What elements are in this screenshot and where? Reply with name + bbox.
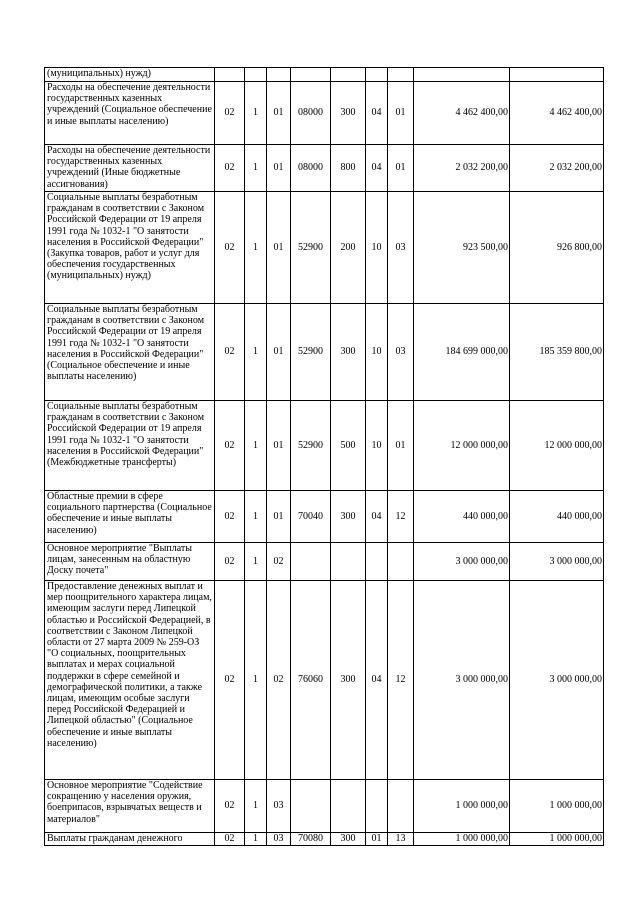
program-code-cell: 02 — [215, 543, 245, 581]
section-code-cell: 04 — [366, 581, 388, 780]
direction-code-cell: 08000 — [291, 82, 331, 145]
amount-year-2-cell: 2 032 200,00 — [510, 145, 604, 192]
expense-type-code-cell: 300 — [331, 491, 366, 543]
amount-year-1-cell: 1 000 000,00 — [414, 780, 510, 833]
row-name-cell: Социальные выплаты безработным гражданам в соответствии с Законом Российской Федерации от 19 апреля 1991 года № 1032-1 "О занятости населения в Российской Федерации" (Межбюджетные трансферты) — [45, 401, 215, 491]
subprogram-code-cell — [245, 68, 267, 82]
subsection-code-cell: 01 — [388, 145, 414, 192]
main-activity-code-cell: 02 — [267, 581, 291, 780]
row-name-cell: Социальные выплаты безработным гражданам в соответствии с Законом Российской Федерации от 19 апреля 1991 года № 1032-1 "О занятости населения в Российской Федерации" (Закупка товаров, работ и услуг для обеспечения государственных (муниципальных) нужд) — [45, 192, 215, 304]
expense-type-code-cell: 300 — [331, 581, 366, 780]
table-row — [45, 543, 604, 581]
subprogram-code-cell: 1 — [245, 581, 267, 780]
main-activity-code-cell: 01 — [267, 401, 291, 491]
amount-year-2-cell: 3 000 000,00 — [510, 543, 604, 581]
subprogram-code-cell: 1 — [245, 145, 267, 192]
amount-year-1-cell: 184 699 000,00 — [414, 304, 510, 401]
amount-year-2-cell: 12 000 000,00 — [510, 401, 604, 491]
amount-year-1-cell: 4 462 400,00 — [414, 82, 510, 145]
section-code-cell — [366, 543, 388, 581]
subsection-code-cell — [388, 68, 414, 82]
subsection-code-cell: 12 — [388, 491, 414, 543]
direction-code-cell: 70080 — [291, 833, 331, 846]
program-code-cell: 02 — [215, 145, 245, 192]
direction-code-cell: 76060 — [291, 581, 331, 780]
subsection-code-cell: 12 — [388, 581, 414, 780]
expense-type-code-cell — [331, 780, 366, 833]
main-activity-code-cell: 01 — [267, 304, 291, 401]
amount-year-2-cell: 1 000 000,00 — [510, 833, 604, 846]
row-name-cell: Областные премии в сфере социального партнерства (Социальное обеспечение и иные выплаты населению) — [45, 491, 215, 543]
section-code-cell: 04 — [366, 491, 388, 543]
subsection-code-cell — [388, 780, 414, 833]
row-name-cell: Расходы на обеспечение деятельности государственных казенных учреждений (Иные бюджетные ассигнования) — [45, 145, 215, 192]
amount-year-2-cell: 3 000 000,00 — [510, 581, 604, 780]
main-activity-code-cell: 03 — [267, 780, 291, 833]
direction-code-cell — [291, 543, 331, 581]
subprogram-code-cell: 1 — [245, 82, 267, 145]
expense-type-code-cell: 300 — [331, 304, 366, 401]
main-activity-code-cell — [267, 68, 291, 82]
subsection-code-cell: 03 — [388, 192, 414, 304]
amount-year-1-cell: 3 000 000,00 — [414, 543, 510, 581]
amount-year-1-cell: 3 000 000,00 — [414, 581, 510, 780]
program-code-cell: 02 — [215, 401, 245, 491]
program-code-cell: 02 — [215, 780, 245, 833]
table-row — [45, 780, 604, 833]
row-name-cell: Расходы на обеспечение деятельности государственных казенных учреждений (Социальное обеспечение и иные выплаты населению) — [45, 82, 215, 145]
main-activity-code-cell: 03 — [267, 833, 291, 846]
expense-type-code-cell: 300 — [331, 833, 366, 846]
amount-year-1-cell: 2 032 200,00 — [414, 145, 510, 192]
section-code-cell: 04 — [366, 145, 388, 192]
direction-code-cell: 52900 — [291, 304, 331, 401]
subprogram-code-cell: 1 — [245, 833, 267, 846]
direction-code-cell: 52900 — [291, 192, 331, 304]
subsection-code-cell: 03 — [388, 304, 414, 401]
expense-type-code-cell — [331, 68, 366, 82]
program-code-cell — [215, 68, 245, 82]
subsection-code-cell — [388, 543, 414, 581]
amount-year-1-cell: 1 000 000,00 — [414, 833, 510, 846]
section-code-cell: 01 — [366, 833, 388, 846]
subsection-code-cell: 01 — [388, 401, 414, 491]
section-code-cell: 10 — [366, 192, 388, 304]
section-code-cell: 10 — [366, 304, 388, 401]
direction-code-cell: 52900 — [291, 401, 331, 491]
row-name-cell: Выплаты гражданам денежного — [45, 833, 215, 846]
program-code-cell: 02 — [215, 581, 245, 780]
program-code-cell: 02 — [215, 833, 245, 846]
table-row — [45, 145, 604, 192]
program-code-cell: 02 — [215, 192, 245, 304]
row-name-cell: Социальные выплаты безработным гражданам в соответствии с Законом Российской Федерации от 19 апреля 1991 года № 1032-1 "О занятости населения в Российской Федерации" (Социальное обеспечение и иные выплаты населению) — [45, 304, 215, 401]
section-code-cell: 10 — [366, 401, 388, 491]
subprogram-code-cell: 1 — [245, 780, 267, 833]
expense-type-code-cell: 500 — [331, 401, 366, 491]
amount-year-2-cell: 185 359 800,00 — [510, 304, 604, 401]
budget-table — [44, 67, 604, 846]
amount-year-2-cell: 926 800,00 — [510, 192, 604, 304]
program-code-cell: 02 — [215, 304, 245, 401]
amount-year-2-cell: 440 000,00 — [510, 491, 604, 543]
expense-type-code-cell: 200 — [331, 192, 366, 304]
table-row — [45, 491, 604, 543]
section-code-cell — [366, 68, 388, 82]
row-name-cell: (муниципальных) нужд) — [45, 68, 215, 82]
direction-code-cell: 70040 — [291, 491, 331, 543]
main-activity-code-cell: 01 — [267, 145, 291, 192]
section-code-cell — [366, 780, 388, 833]
row-name-cell: Основное мероприятие "Выплаты лицам, занесенным на областную Доску почета" — [45, 543, 215, 581]
main-activity-code-cell: 02 — [267, 543, 291, 581]
expense-type-code-cell — [331, 543, 366, 581]
expense-type-code-cell: 800 — [331, 145, 366, 192]
direction-code-cell — [291, 68, 331, 82]
table-row — [45, 581, 604, 780]
main-activity-code-cell: 01 — [267, 491, 291, 543]
direction-code-cell — [291, 780, 331, 833]
section-code-cell: 04 — [366, 82, 388, 145]
amount-year-1-cell — [414, 68, 510, 82]
amount-year-2-cell — [510, 68, 604, 82]
table-row — [45, 82, 604, 145]
table-row — [45, 192, 604, 304]
subprogram-code-cell: 1 — [245, 491, 267, 543]
amount-year-1-cell: 440 000,00 — [414, 491, 510, 543]
subprogram-code-cell: 1 — [245, 192, 267, 304]
direction-code-cell: 08000 — [291, 145, 331, 192]
subprogram-code-cell: 1 — [245, 304, 267, 401]
amount-year-2-cell: 1 000 000,00 — [510, 780, 604, 833]
program-code-cell: 02 — [215, 491, 245, 543]
amount-year-1-cell: 923 500,00 — [414, 192, 510, 304]
subsection-code-cell: 01 — [388, 82, 414, 145]
subsection-code-cell: 13 — [388, 833, 414, 846]
table-row — [45, 304, 604, 401]
row-name-cell: Основное мероприятие "Содействие сокращению у населения оружия, боеприпасов, взрывчатых веществ и материалов" — [45, 780, 215, 833]
row-name-cell: Предоставление денежных выплат и мер поощрительного характера лицам, имеющим заслуги перед Липецкой областью и Российской Федерацией, в соответствии с Законом Липецкой области от 27 марта 2009 № 259-ОЗ "О социальных, поощрительных выплатах и мерах социальной поддержки в сфере семейной и демографической политики, а также лицам, имеющим особые заслуги перед Российской Федерацией и Липецкой областью" (Социальное обеспечение и иные выплаты населению) — [45, 581, 215, 780]
main-activity-code-cell: 01 — [267, 192, 291, 304]
subprogram-code-cell: 1 — [245, 401, 267, 491]
table-row — [45, 401, 604, 491]
table-row — [45, 68, 604, 82]
table-row — [45, 833, 604, 846]
main-activity-code-cell: 01 — [267, 82, 291, 145]
amount-year-2-cell: 4 462 400,00 — [510, 82, 604, 145]
expense-type-code-cell: 300 — [331, 82, 366, 145]
subprogram-code-cell: 1 — [245, 543, 267, 581]
amount-year-1-cell: 12 000 000,00 — [414, 401, 510, 491]
program-code-cell: 02 — [215, 82, 245, 145]
